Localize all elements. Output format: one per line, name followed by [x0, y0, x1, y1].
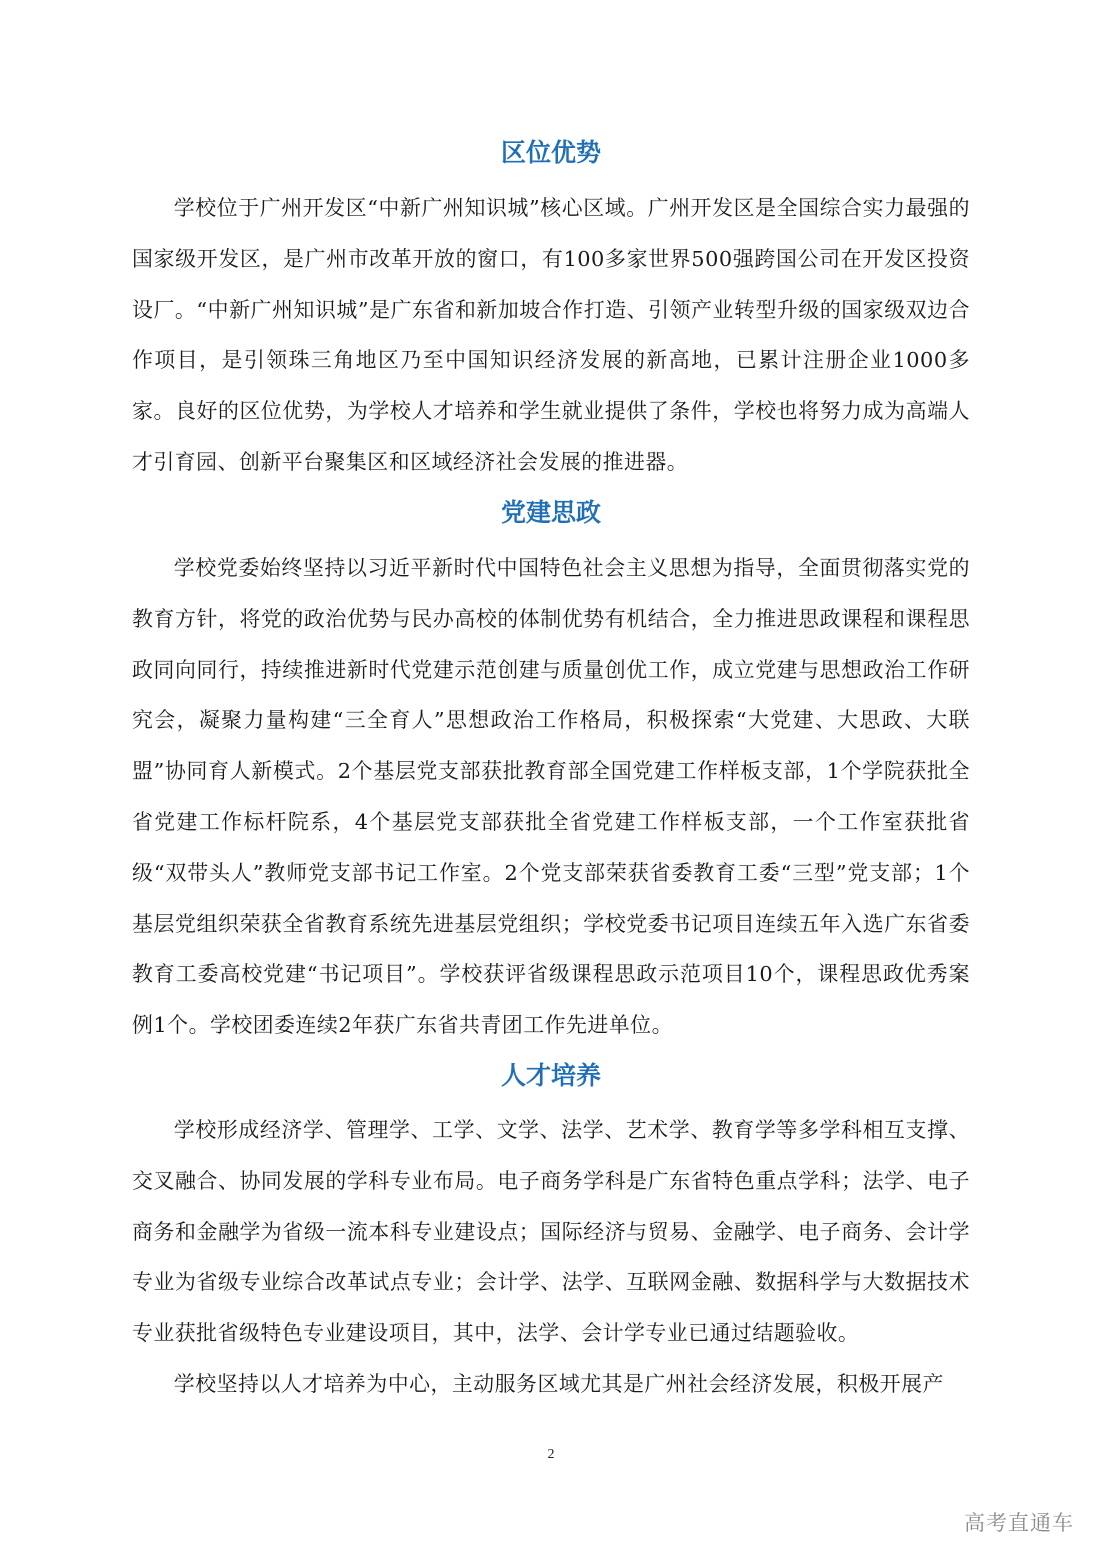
section-body-talent-cultivation: [132, 1105, 970, 1410]
page-number: 2: [547, 1447, 555, 1462]
section-title-location-advantage: 区位优势: [500, 138, 601, 167]
section-title-party-building: 党建思政: [500, 498, 601, 527]
paragraph: 学校形成经济学、管理学、工学、文学、法学、艺术学、教育学等多学科相互支撑、交叉融合、协同发展的学科专业布局。电子商务学科是广东省特色重点学科；法学、电子商务和金融学为省级一流本科专业建设点；国际经济与贸易、金融学、电子商务、会计学专业为省级专业综合改革试点专业；会计学、法学、互联网金融、数据科学与大数据技术专业获批省级特色专业建设项目，其中，法学、会计学专业已通过结题验收。: [132, 1118, 970, 1346]
paragraph: 学校位于广州开发区“中新广州知识城”核心区域。广州开发区是全国综合实力最强的国家级开发区，是广州市改革开放的窗口，有100多家世界500强跨国公司在开发区投资设厂。“中新广州知识城”是广东省和新加坡合作打造、引领产业转型升级的国家级双边合作项目，是引领珠三角地区乃至中国知识经济发展的新高地，已累计注册企业1000多家。良好的区位优势，为学校人才培养和学生就业提供了条件，学校也将努力成为高端人才引育园、创新平台聚集区和区域经济社会发展的推进器。: [132, 196, 970, 474]
section-title-talent-cultivation: 人才培养: [500, 1061, 601, 1090]
watermark: 高考直通车: [964, 1511, 1074, 1535]
paragraph: 学校坚持以人才培养为中心，主动服务区域尤其是广州社会经济发展，积极开展产: [173, 1371, 944, 1396]
paragraph: 学校党委始终坚持以习近平新时代中国特色社会主义思想为指导，全面贯彻落实党的教育方针，将党的政治优势与民办高校的体制优势有机结合，全力推进思政课程和课程思政同向同行，持续推进新时代党建示范创建与质量创优工作，成立党建与思想政治工作研究会，凝聚力量构建“三全育人”思想政治工作格局，积极探索“大党建、大思政、大联盟”协同育人新模式。2个基层党支部获批教育部全国党建工作样板支部，1个学院获批全省党建工作标杆院系，4个基层党支部获批全省党建工作样板支部，一个工作室获批省级“双带头人”教师党支部书记工作室。2个党支部荣获省委教育工委“三型”党支部；1个基层党组织荣获全省教育系统先进基层党组织；学校党委书记项目连续五年入选广东省委教育工委高校党建“书记项目”。学校获评省级课程思政示范项目10个，课程思政优秀案例1个。学校团委连续2年获广东省共青团工作先进单位。: [132, 556, 970, 1038]
section-body-party-building: [132, 543, 970, 1051]
section-body-location-advantage: [132, 183, 970, 488]
